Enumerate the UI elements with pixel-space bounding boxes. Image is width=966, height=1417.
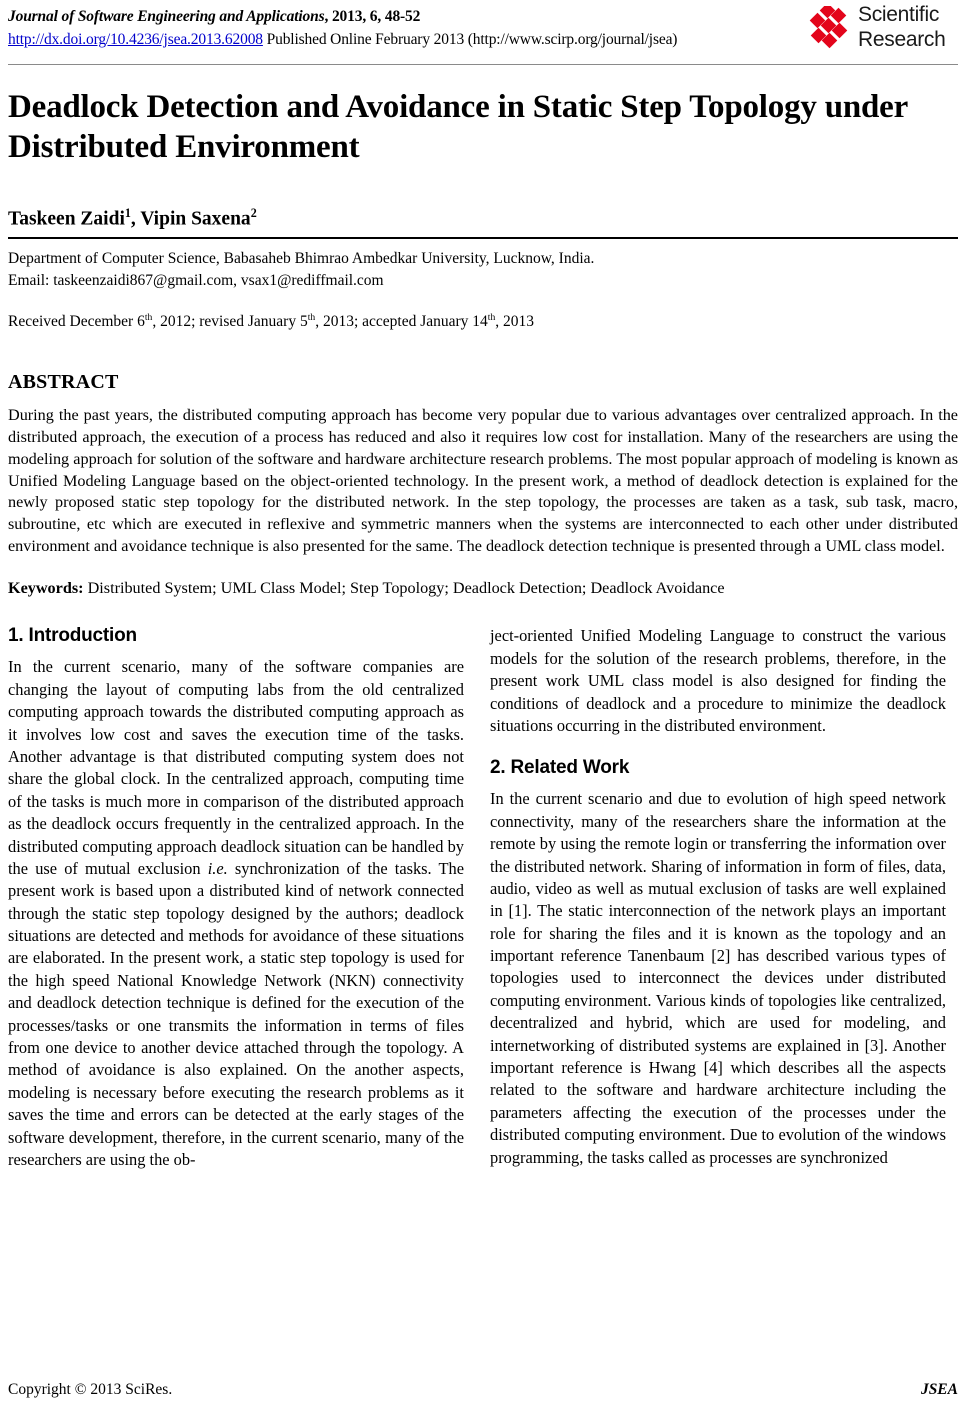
keywords-block [8, 578, 958, 600]
affiliation-block [8, 248, 958, 292]
author-separator: , [130, 208, 141, 229]
abstract-heading: ABSTRACT [8, 371, 119, 394]
doi-link[interactable]: http://dx.doi.org/10.4236/jsea.2013.62008 [8, 30, 263, 48]
publisher-name [858, 2, 945, 52]
masthead-text [8, 6, 828, 52]
author-divider [8, 237, 958, 239]
author-affil-marker-2: 2 [250, 205, 257, 220]
section-heading-related-work: 2. Related Work [490, 757, 630, 779]
author-name-2: Vipin Saxena [140, 208, 251, 229]
keywords-label: Keywords: [8, 578, 84, 597]
introduction-paragraph-continued: ject-oriented Unified Modeling Language to construct the various models for the solution of the research problems, therefore, in the present work UML class model is also designed for finding the conditions of deadlock and a procedure to minimize the deadlock situations occurring in the distributed environment. [490, 626, 946, 735]
received-part-3: , 2013; accepted January 14 [315, 313, 488, 331]
received-dates [8, 312, 958, 331]
journal-citation: , 2013, 6, 48-52 [324, 8, 421, 25]
publisher-logo [808, 2, 958, 56]
received-ordinal-2: th [307, 312, 316, 323]
author-list [8, 206, 958, 231]
publisher-name-line2: Research [858, 28, 946, 51]
keywords-value: Distributed System; UML Class Model; Step Topology; Deadlock Detection; Deadlock Avoidance [83, 578, 725, 597]
received-ordinal-1: th [144, 312, 153, 323]
section-heading-introduction: 1. Introduction [8, 625, 137, 647]
published-online-text: Published Online February 2013 (http://www.scirp.org/journal/jsea) [262, 30, 678, 48]
received-part-1: Received December 6 [8, 313, 145, 331]
journal-name: Journal of Software Engineering and Applications [8, 8, 325, 25]
related-work-paragraph: In the current scenario and due to evolution of high speed network connectivity, many of the researchers share the information at the remote by using the remote login or transferring the information over the distributed network. Sharing of information in form of files, data, audio, video as well as mutual exclusion of tasks are well explained in [1]. The static interconnection of the network plays an important role for sharing the files and it is known as the topology and an important reference Tanenbaum [2] has described various types of topologies used to interconnect the devices under distributed computing environment. Various kinds of topologies like centralized, decentralized and hybrid, which are used for modeling, and internetworking of distributed systems are explained in [3]. Another important reference is Hwang [4] which describes all the aspects related to the software and hardware architecture including the parameters affecting the execution of the processes under the distributed computing environment. Due to evolution of the windows programming, the tasks called as processes are synchronized [490, 789, 946, 1167]
masthead-divider [8, 64, 958, 65]
received-part-4: , 2013 [495, 313, 534, 331]
publisher-name-line1: Scientific [858, 3, 940, 26]
scientific-research-diamond-icon [808, 6, 854, 50]
page-footer [8, 1381, 958, 1399]
affiliation-line: Department of Computer Science, Babasaheb Bhimrao Ambedkar University, Lucknow, India. [8, 250, 595, 267]
received-part-2: , 2012; revised January 5 [152, 313, 308, 331]
intro-text-a: In the current scenario, many of the software companies are changing the layout of computing labs from the old centralized computing approach towards the distributed computing approach as it involves low cost and saves the execution time of the tasks. Another advantage is that distributed computing system does not share the global clock. In the centralized approach, computing time of the tasks is much more in comparison of the distributed approach as the deadlock occurs frequently in the centralized approach. In the distributed computing approach deadlock situation can be handled by the use of mutual exclusion [8, 657, 464, 878]
journal-citation-line [8, 6, 828, 29]
paper-title: Deadlock Detection and Avoidance in Static Step Topology under Distributed Environment [8, 89, 908, 166]
journal-abbreviation: JSEA [920, 1381, 958, 1398]
author-name-1: Taskeen Zaidi [8, 208, 125, 229]
body-columns [8, 625, 958, 1171]
abstract-text: During the past years, the distributed computing approach has become very popular due to various advantages over centralized approach. In the distributed approach, the execution of a process has reduced and also it requires low cost for installation. Many of the researchers are using the modeling approach for solution of the software and hardware architecture research problems. The most popular approach of modeling is known as Unified Modeling Language based on the object-oriented technology. In the present work, a method of deadlock detection is explained for the newly proposed static step topology for the distributed network. In the step topology, the processes are taken as a task, sub task, macro, subroutine, etc which are executed in reflexive and symmetric manners when the systems are interconnected to each other under distributed environment and avoidance technique is also presented for the same. The deadlock detection technique is presented through a UML class model. [8, 406, 958, 555]
introduction-paragraph [8, 656, 464, 1171]
intro-text-b: synchronization of the tasks. The present work is based upon a distributed kind of network connected through the static step topology designed by the authors; deadlock situations are detected and methods for avoidance of these situations are elaborated. In the present work, a static step topology is used for the high speed National Knowledge Network (NKN) connectivity and deadlock detection technique is defined for the execution of the processes/tasks or one transmits the information in terms of files from one device to another device attached through the topology. A method of avoidance is also explained. On the another aspects, modeling is necessary before executing the research problems as it saves the time and errors can be detected at the early stages of the software development, therefore, in the current scenario, many of the researchers are using the ob- [8, 858, 464, 1169]
email-line: Email: taskeenzaidi867@gmail.com, vsax1@rediffmail.com [8, 272, 384, 289]
left-column [8, 625, 464, 1171]
intro-italic-ie: i.e. [207, 858, 228, 878]
right-column [490, 625, 946, 1171]
received-ordinal-3: th [487, 312, 496, 323]
masthead [8, 0, 958, 58]
author-affil-marker-1: 1 [124, 205, 131, 220]
doi-line [8, 29, 828, 52]
copyright-notice: Copyright © 2013 SciRes. [8, 1381, 173, 1398]
